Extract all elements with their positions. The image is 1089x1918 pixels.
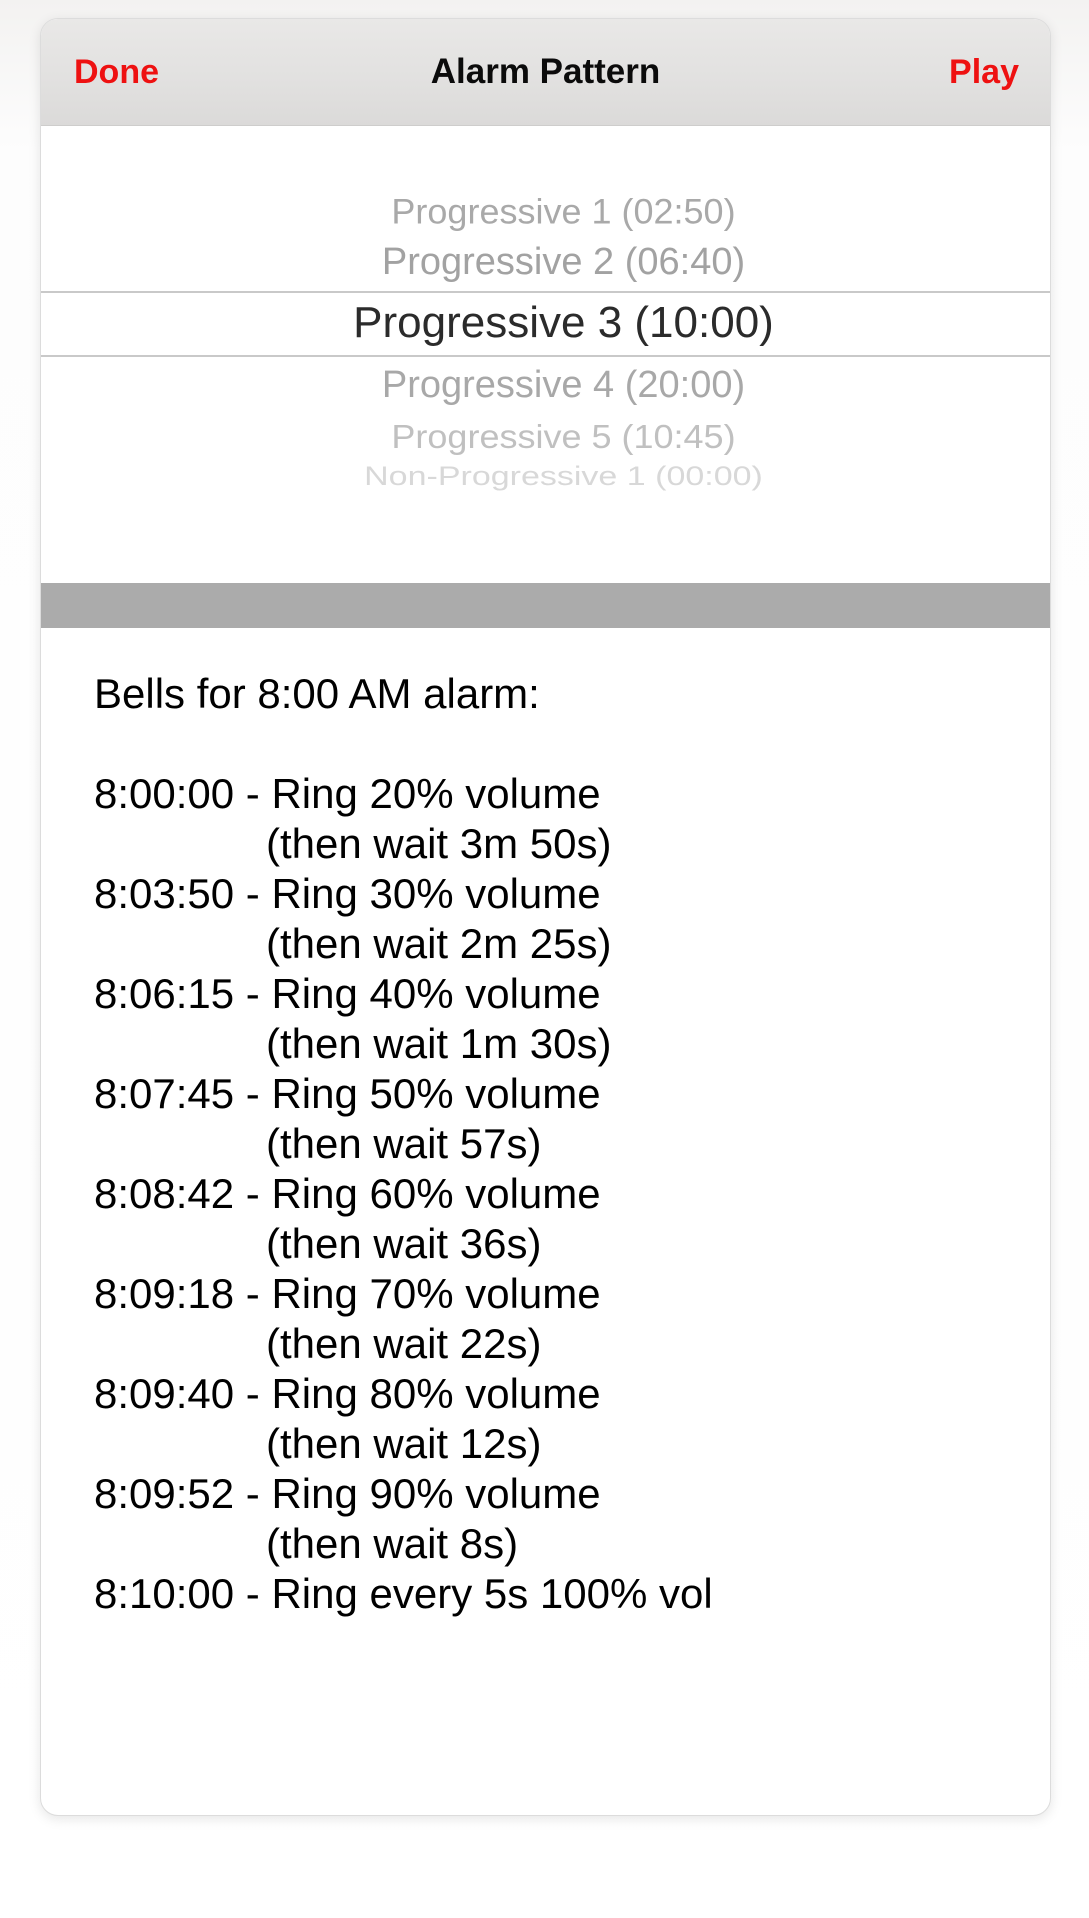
picker-item[interactable]: Progressive 5 (10:45) <box>391 417 736 456</box>
schedule-time-line: 8:06:15 - Ring 40% volume <box>94 970 601 1017</box>
schedule-time-line: 8:10:00 - Ring every 5s 100% vol <box>94 1570 713 1617</box>
schedule-wait-line: (then wait 2m 25s) <box>266 920 612 967</box>
schedule-time-line: 8:08:42 - Ring 60% volume <box>94 1170 601 1217</box>
header-bar <box>41 19 1050 126</box>
schedule-time-line: 8:00:00 - Ring 20% volume <box>94 770 601 817</box>
schedule-wait-line: (then wait 22s) <box>266 1320 542 1367</box>
alarm-pattern-popover <box>40 18 1051 1816</box>
pattern-picker-wheel[interactable] <box>41 126 1050 583</box>
divider-bar <box>41 583 1050 628</box>
schedule-time-line: 8:09:18 - Ring 70% volume <box>94 1270 601 1317</box>
schedule-wait-line: (then wait 57s) <box>266 1120 542 1167</box>
schedule-time-line: 8:09:52 - Ring 90% volume <box>94 1470 601 1517</box>
schedule-blank-line <box>94 719 1030 769</box>
schedule-wait-line: (then wait 36s) <box>266 1220 542 1267</box>
picker-selection-line-top <box>41 291 1050 293</box>
schedule-lines <box>94 769 1030 1619</box>
picker-item[interactable]: Progressive 1 (02:50) <box>391 191 736 232</box>
bell-schedule-text <box>41 628 1050 1619</box>
picker-item[interactable]: Progressive 4 (20:00) <box>381 363 746 406</box>
page-title: Alarm Pattern <box>430 52 661 91</box>
picker-item-selected[interactable]: Progressive 3 (10:00) <box>353 298 774 347</box>
schedule-wait-line: (then wait 1m 30s) <box>266 1020 612 1067</box>
schedule-wait-line: (then wait 3m 50s) <box>266 820 612 867</box>
play-button[interactable]: Play <box>949 19 1019 125</box>
picker-fade-overlay <box>41 513 1050 583</box>
schedule-wait-line: (then wait 12s) <box>266 1420 542 1467</box>
schedule-time-line: 8:07:45 - Ring 50% volume <box>94 1070 601 1117</box>
schedule-time-line: 8:09:40 - Ring 80% volume <box>94 1370 601 1417</box>
schedule-time-line: 8:03:50 - Ring 30% volume <box>94 870 601 917</box>
picker-selection-line-bottom <box>41 355 1050 357</box>
picker-item[interactable]: Progressive 2 (06:40) <box>381 240 746 283</box>
schedule-wait-line: (then wait 8s) <box>266 1520 519 1567</box>
picker-item[interactable]: Non-Progressive 1 (00:00) <box>364 460 763 491</box>
schedule-intro: Bells for 8:00 AM alarm: <box>94 670 540 717</box>
done-button[interactable]: Done <box>74 19 159 125</box>
